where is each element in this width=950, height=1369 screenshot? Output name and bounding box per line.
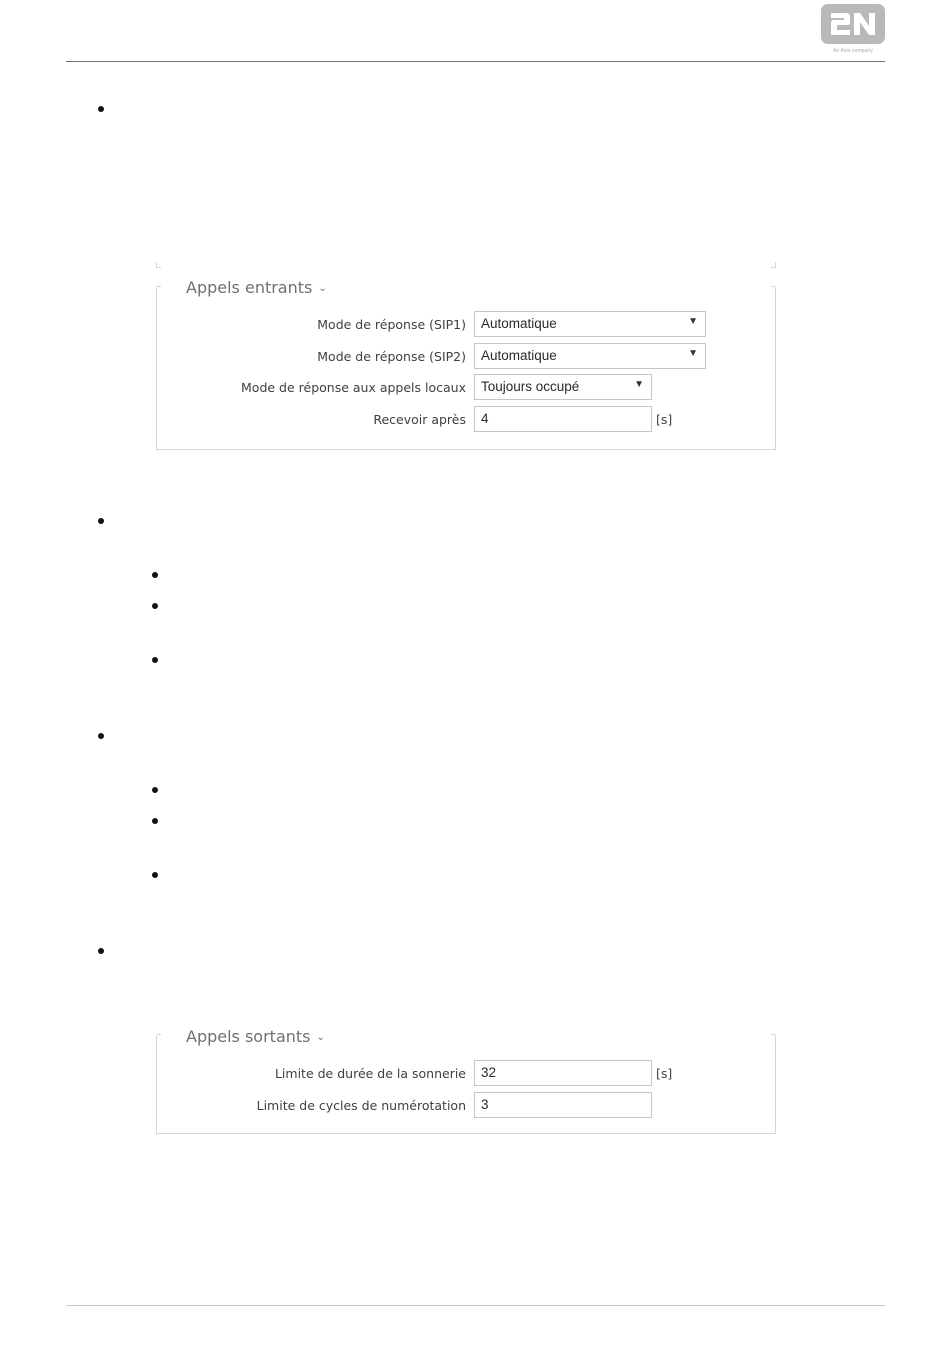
chevron-down-icon[interactable]: ⌄ [316, 1032, 325, 1043]
bullet-dot-icon [152, 787, 158, 793]
local-calls-answer-mode-row [156, 374, 776, 400]
header-rule [66, 61, 885, 62]
answer-mode-sip1-row [156, 311, 776, 337]
dial-cycles-limit-value: 3 [481, 1097, 489, 1112]
logo-badge [821, 4, 885, 44]
logo-mark-icon [829, 10, 877, 38]
brand-logo [821, 4, 885, 56]
dropdown-arrow-icon: ▼ [688, 348, 698, 359]
ring-duration-limit-label: Limite de durée de la sonnerie [274, 1066, 466, 1081]
dropdown-arrow-icon: ▼ [634, 379, 644, 390]
outgoing-calls-title[interactable] [186, 1027, 325, 1046]
panel-top-corners [156, 262, 776, 267]
bullet-dot-icon [152, 872, 158, 878]
bullet-dot-icon [152, 657, 158, 663]
answer-mode-sip1-select[interactable] [474, 311, 706, 337]
answer-mode-sip2-select[interactable] [474, 343, 706, 369]
chevron-down-icon[interactable]: ⌄ [318, 283, 327, 294]
bullet-dot-icon [98, 518, 104, 524]
bullet-dot-icon [152, 572, 158, 578]
incoming-calls-panel [156, 262, 776, 450]
local-calls-answer-mode-label: Mode de réponse aux appels locaux [241, 380, 466, 395]
ring-duration-limit-value: 32 [481, 1065, 497, 1080]
footer-rule [66, 1305, 885, 1306]
receive-after-input[interactable] [474, 406, 652, 432]
ring-duration-limit-unit: [s] [656, 1066, 673, 1081]
receive-after-row [156, 406, 776, 432]
outgoing-calls-panel [156, 1026, 776, 1134]
receive-after-label: Recevoir après [373, 412, 466, 427]
outgoing-calls-title-text: Appels sortants [186, 1027, 311, 1046]
answer-mode-sip1-label: Mode de réponse (SIP1) [317, 317, 466, 332]
bullet-dot-icon [152, 603, 158, 609]
answer-mode-sip2-label: Mode de réponse (SIP2) [317, 349, 466, 364]
ring-duration-limit-input[interactable] [474, 1060, 652, 1086]
bullet-dot-icon [98, 106, 104, 112]
bullet-dot-icon [98, 733, 104, 739]
dropdown-arrow-icon: ▼ [688, 316, 698, 327]
answer-mode-sip2-row [156, 343, 776, 369]
incoming-calls-title-text: Appels entrants [186, 278, 313, 297]
dial-cycles-limit-label: Limite de cycles de numérotation [256, 1098, 466, 1113]
incoming-calls-title[interactable] [186, 278, 327, 297]
answer-mode-sip1-value: Automatique [481, 316, 557, 331]
logo-subtitle: An Axis company [833, 48, 873, 54]
answer-mode-sip2-value: Automatique [481, 348, 557, 363]
dial-cycles-limit-row [156, 1092, 776, 1118]
bullet-dot-icon [98, 948, 104, 954]
receive-after-value: 4 [481, 411, 489, 426]
local-calls-answer-mode-select[interactable] [474, 374, 652, 400]
dial-cycles-limit-input[interactable] [474, 1092, 652, 1118]
receive-after-unit: [s] [656, 412, 673, 427]
bullet-dot-icon [152, 818, 158, 824]
local-calls-answer-mode-value: Toujours occupé [481, 379, 580, 394]
ring-duration-limit-row [156, 1060, 776, 1086]
